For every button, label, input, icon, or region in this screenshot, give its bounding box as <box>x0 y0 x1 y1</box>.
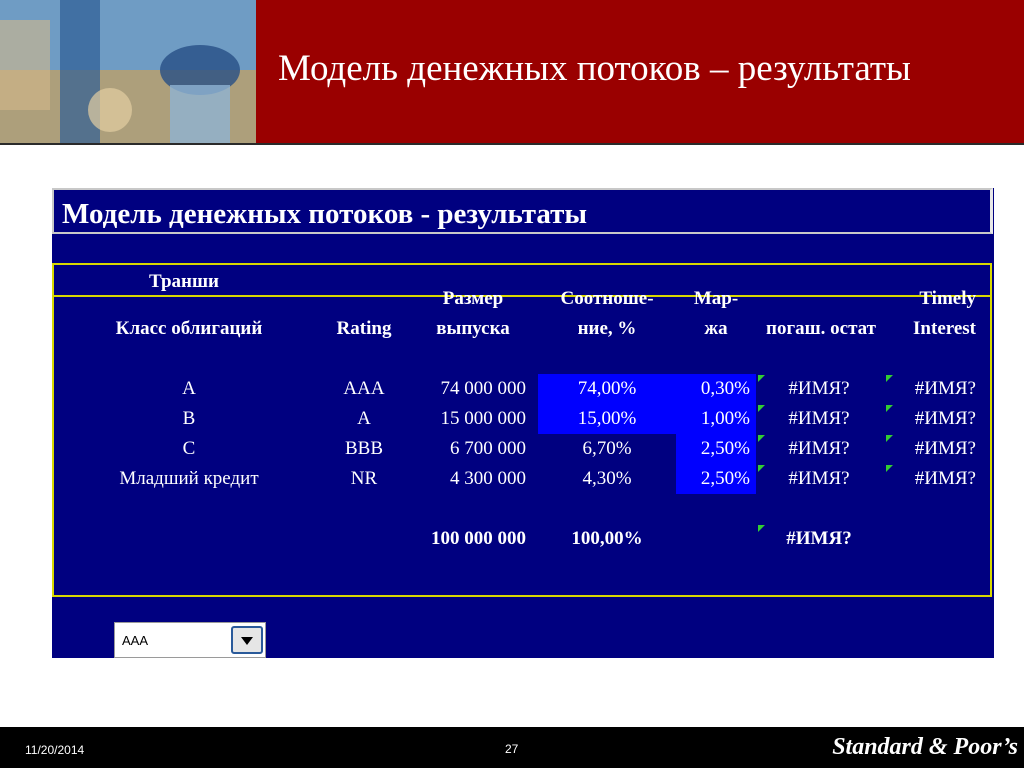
col-header-timely-line2: Interest <box>913 318 976 339</box>
row-c-rating: BBB <box>344 438 384 459</box>
rating-select-value: AAA <box>122 633 149 648</box>
footer-date: 11/20/2014 <box>25 743 85 757</box>
row-junior-rating: NR <box>350 468 378 489</box>
row-junior-repay: #ИМЯ? <box>756 464 882 494</box>
row-b-size: 15 000 000 <box>440 408 526 429</box>
row-c-bond-class: C <box>182 438 196 459</box>
col-header-margin-line1: Мар- <box>693 288 739 309</box>
tranches-table <box>52 263 992 597</box>
row-a-size: 74 000 000 <box>440 378 526 399</box>
footer-page-number: 27 <box>505 742 519 756</box>
row-b-repay: #ИМЯ? <box>756 404 882 434</box>
row-b-rating: A <box>357 408 371 429</box>
spreadsheet-panel <box>52 188 994 658</box>
total-size: 100 000 000 <box>431 528 526 549</box>
row-a-rating: AAA <box>343 378 385 399</box>
col-header-timely-line1: Timely <box>919 288 976 309</box>
row-junior-margin: 2,50% <box>676 464 756 494</box>
col-header-ratio-line2: ние, % <box>577 318 637 339</box>
col-header-repay: погаш. остат <box>766 318 876 339</box>
tranches-label: Транши <box>149 271 219 292</box>
row-c-timely: #ИМЯ? <box>884 434 976 464</box>
header-decorative-image <box>0 0 256 143</box>
row-junior-bond-class: Младший кредит <box>119 468 259 489</box>
row-a-repay: #ИМЯ? <box>756 374 882 404</box>
row-a-ratio: 74,00% <box>538 374 676 404</box>
rating-select[interactable] <box>114 622 266 658</box>
row-b-timely: #ИМЯ? <box>884 404 976 434</box>
row-a-bond-class: A <box>182 378 196 399</box>
col-header-margin-line2: жа <box>704 318 728 339</box>
row-a-timely: #ИМЯ? <box>884 374 976 404</box>
footer-brand-logo: Standard & Poor’s <box>832 734 1018 760</box>
col-header-size-line2: выпуска <box>436 318 510 339</box>
total-repay: #ИМЯ? <box>756 524 882 554</box>
row-b-ratio: 15,00% <box>538 404 676 434</box>
row-c-repay: #ИМЯ? <box>756 434 882 464</box>
row-c-margin: 2,50% <box>676 434 756 464</box>
col-header-ratio-line1: Соотноше- <box>560 288 654 309</box>
slide-title: Модель денежных потоков – результаты <box>278 48 911 89</box>
row-junior-size: 4 300 000 <box>450 468 526 489</box>
col-header-bond-class: Класс облигаций <box>115 318 263 339</box>
row-b-margin: 1,00% <box>676 404 756 434</box>
total-ratio: 100,00% <box>571 528 643 549</box>
col-header-size-line1: Размер <box>442 288 504 309</box>
row-junior-ratio: 4,30% <box>582 468 632 489</box>
col-header-rating: Rating <box>336 318 392 339</box>
row-c-size: 6 700 000 <box>450 438 526 459</box>
row-c-ratio: 6,70% <box>582 438 632 459</box>
footer-bar <box>0 727 1024 768</box>
chevron-down-icon[interactable] <box>231 626 263 654</box>
columns-illustration-icon <box>0 0 256 143</box>
panel-title-box <box>52 188 993 234</box>
panel-title: Модель денежных потоков - результаты <box>62 198 587 230</box>
header-divider <box>0 143 1024 145</box>
row-a-margin: 0,30% <box>676 374 756 404</box>
row-b-bond-class: B <box>182 408 196 429</box>
row-junior-timely: #ИМЯ? <box>884 464 976 494</box>
